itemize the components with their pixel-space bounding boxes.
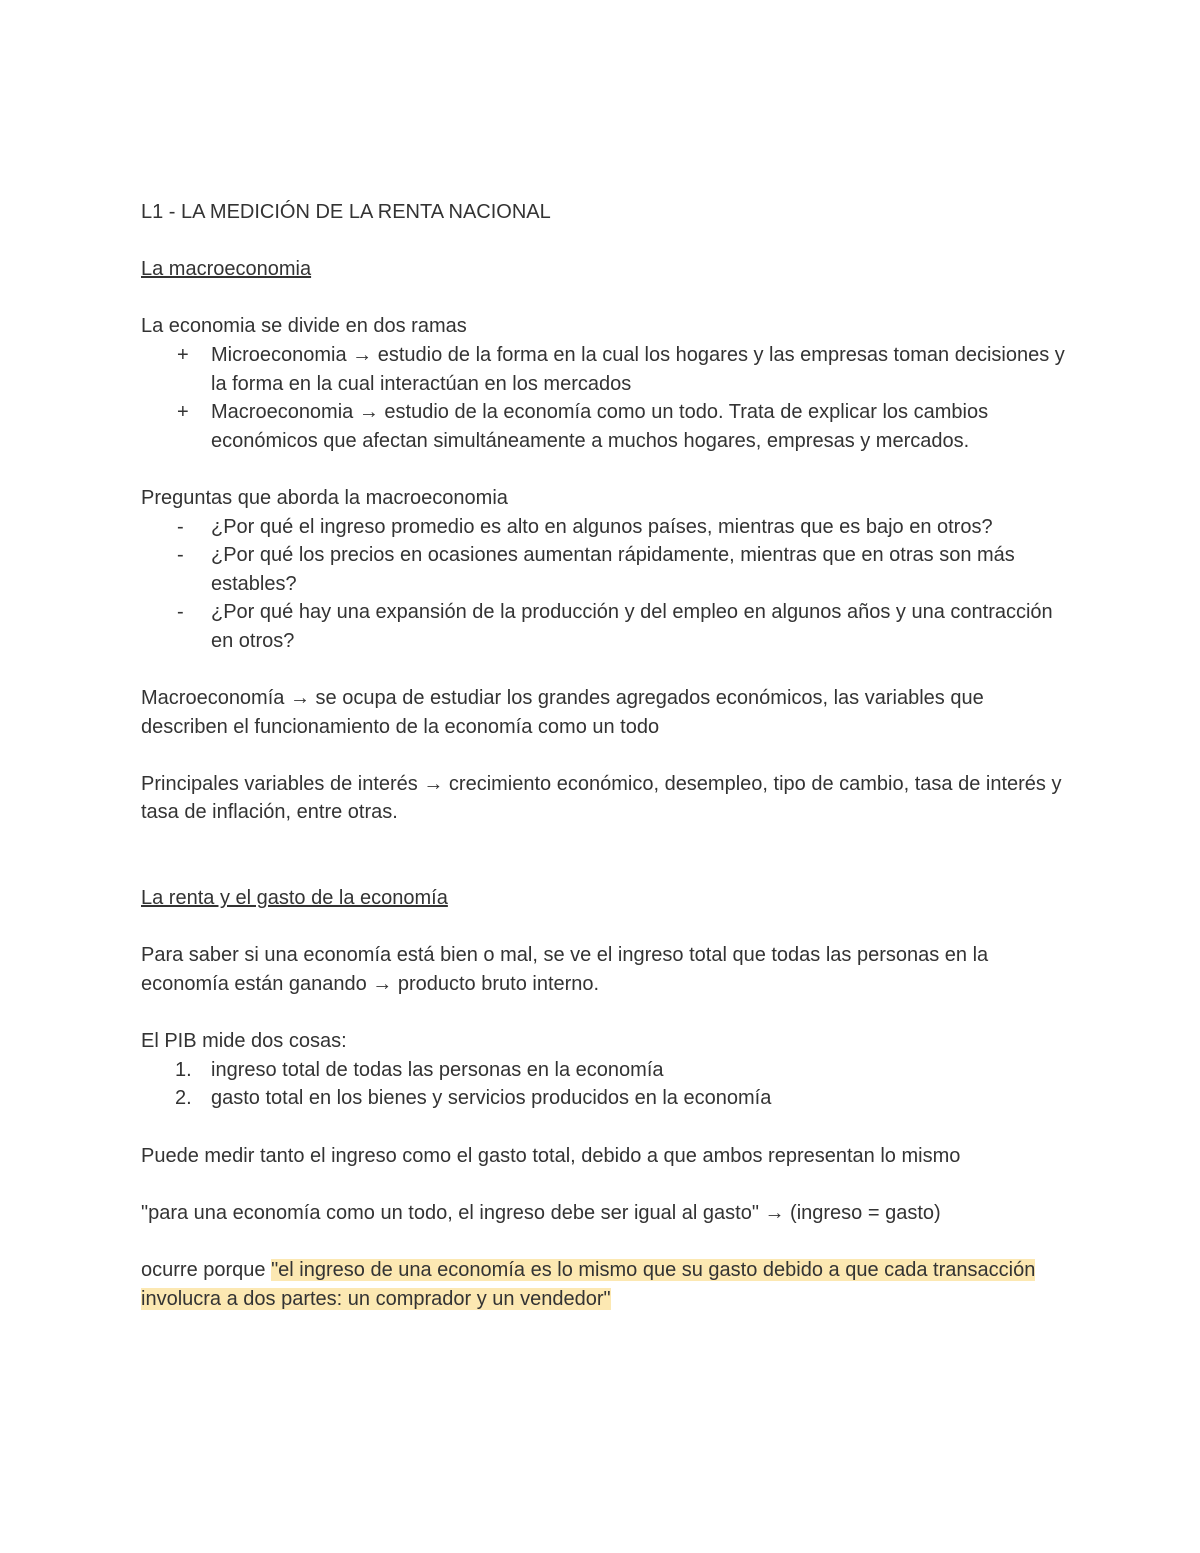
paragraph: Para saber si una economía está bien o mal, se ve el ingreso total que todas las personas en la economía están ganando → producto bruto interno. [141,944,989,996]
list-item [141,513,1071,542]
final-prefix: ocurre porque [141,1258,272,1281]
section-heading-macroeconomia: La macroeconomia [141,258,312,281]
definition-paragraph: Macroeconomía → se ocupa de estudiar los grandes agregados económicos, las variables que describen el funcionamiento de la economía como un todo [141,687,984,738]
list-text: → estudio de la economía como un todo. Trata de explicar los cambios económicos que afectan simultáneamente a muchos hogares, empresas y mercados. [211,401,989,452]
list-text: ¿Por qué hay una expansión de la producción y del empleo en algunos años y una contracción en otros? [211,601,1053,652]
list-text: → estudio de la forma en la cual los hogares y las empresas toman decisiones y la forma en la cual interactúan en los mercados [211,343,1065,395]
list-item [141,341,1071,398]
dash-bullet: - [177,544,184,567]
variables-paragraph: Principales variables de interés → crecimiento económico, desempleo, tipo de cambio, tasa de interés y tasa de inflación, entre otras. [141,772,1062,824]
pib-intro: El PIB mide dos cosas: [141,1030,347,1053]
document-title: L1 - LA MEDICIÓN DE LA RENTA NACIONAL [141,201,551,223]
list-term: Macroeconomia [211,401,354,424]
final-paragraph [141,1256,1071,1313]
questions-intro: Preguntas que aborda la macroeconomia [141,486,508,509]
branches-intro: La economia se divide en dos ramas [141,315,467,338]
list-text: gasto total en los bienes y servicios producidos en la economía [211,1087,772,1110]
list-text: ¿Por qué el ingreso promedio es alto en algunos países, mientras que es bajo en otros? [211,515,993,538]
section-heading-renta-gasto: La renta y el gasto de la economía [141,887,448,910]
paragraph: Puede medir tanto el ingreso como el gasto total, debido a que ambos representan lo mismo [141,1144,961,1167]
list-item [141,598,1071,655]
list-item [141,1056,1071,1085]
list-item [141,541,1071,598]
list-text: ingreso total de todas las personas en la economía [211,1058,664,1081]
highlighted-text: "el ingreso de una economía es lo mismo que su gasto debido a que cada transacción involucra a dos partes: un comprador y un vendedor" [141,1258,1036,1310]
document-body [141,198,1071,1313]
dash-bullet: - [177,515,184,538]
plus-bullet: + [177,343,189,366]
plus-bullet: + [177,401,189,424]
list-text: ¿Por qué los precios en ocasiones aumentan rápidamente, mientras que en otras son más estables? [211,544,1015,595]
list-item [141,398,1071,455]
list-number: 2. [175,1087,192,1110]
dash-bullet: - [177,601,184,624]
list-number: 1. [175,1058,192,1081]
list-term: Microeconomia [211,343,347,366]
list-item [141,1084,1071,1113]
quote-paragraph: "para una economía como un todo, el ingreso debe ser igual al gasto" → (ingreso = gasto) [141,1201,941,1224]
